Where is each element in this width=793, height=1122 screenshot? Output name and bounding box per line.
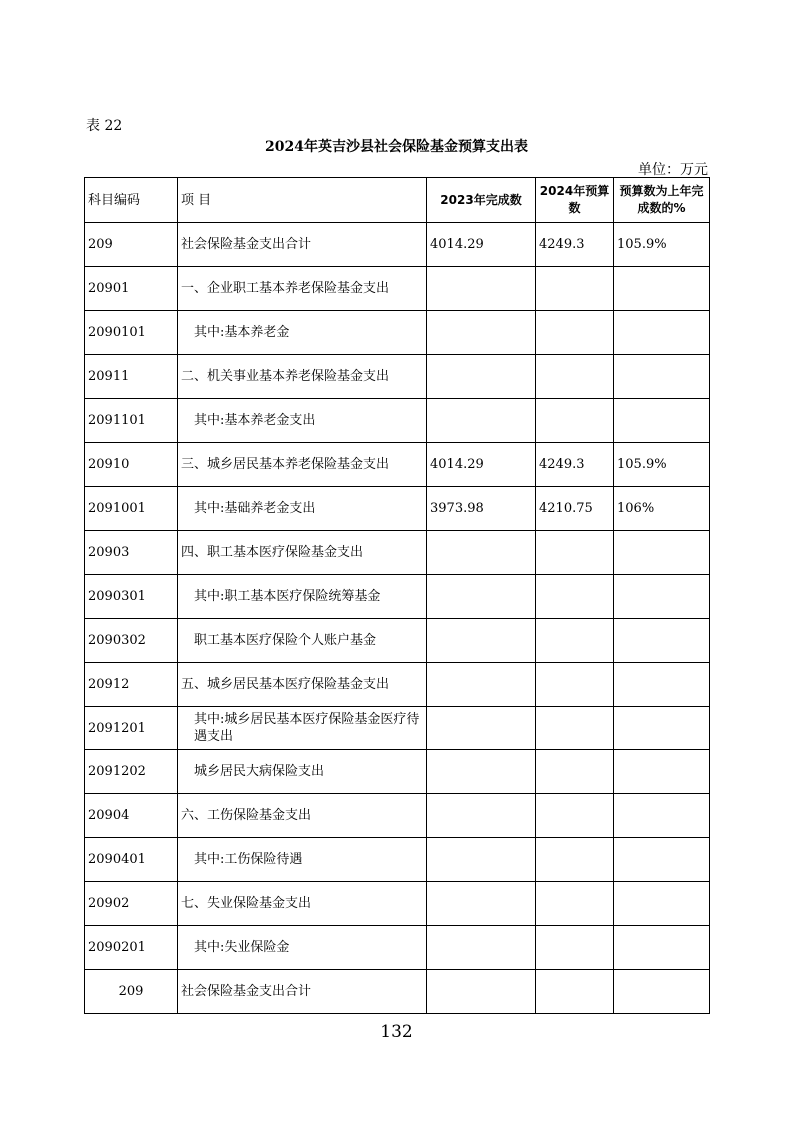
row-ratio [614,707,710,750]
row-budget-2024 [536,970,614,1014]
row-code: 20904 [85,794,178,838]
header-ratio: 预算数为上年完成数的% [614,178,710,223]
row-item: 一、企业职工基本养老保险基金支出 [178,267,427,311]
row-done-2023 [427,663,536,707]
table-row [85,970,710,1014]
row-budget-2024 [536,838,614,882]
page-number: 132 [380,1022,413,1042]
row-budget-2024 [536,663,614,707]
row-budget-2024 [536,575,614,619]
row-code: 2091201 [85,707,178,750]
row-ratio [614,882,710,926]
table-row [85,399,710,443]
row-item: 其中:失业保险金 [178,926,427,970]
header-budget-2024: 2024年预算数 [536,178,614,223]
row-item: 其中:基本养老金 [178,311,427,355]
row-budget-2024 [536,619,614,663]
row-done-2023 [427,794,536,838]
row-budget-2024: 4210.75 [536,487,614,531]
table-row [85,311,710,355]
table-number: 表 22 [86,118,123,134]
row-item: 七、失业保险基金支出 [178,882,427,926]
row-code: 20901 [85,267,178,311]
table-row [85,531,710,575]
row-budget-2024 [536,750,614,794]
row-item: 其中:工伤保险待遇 [178,838,427,882]
row-item: 其中:职工基本医疗保险统筹基金 [178,575,427,619]
row-done-2023 [427,311,536,355]
table-row [85,575,710,619]
table-row [85,223,710,267]
row-done-2023: 3973.98 [427,487,536,531]
row-ratio [614,575,710,619]
table-row [85,355,710,399]
row-done-2023 [427,707,536,750]
row-budget-2024 [536,926,614,970]
row-item: 其中:基本养老金支出 [178,399,427,443]
row-budget-2024 [536,531,614,575]
row-budget-2024 [536,311,614,355]
table-row [85,838,710,882]
row-code: 2091202 [85,750,178,794]
row-budget-2024 [536,882,614,926]
row-budget-2024: 4249.3 [536,443,614,487]
row-done-2023 [427,531,536,575]
row-done-2023 [427,926,536,970]
row-ratio [614,970,710,1014]
table-row [85,487,710,531]
row-code: 20910 [85,443,178,487]
row-ratio [614,663,710,707]
row-code: 209 [85,970,178,1014]
row-ratio [614,267,710,311]
row-budget-2024 [536,707,614,750]
row-budget-2024 [536,267,614,311]
row-item: 三、城乡居民基本养老保险基金支出 [178,443,427,487]
table-row [85,663,710,707]
row-done-2023 [427,575,536,619]
budget-table [84,177,710,1014]
row-item: 五、城乡居民基本医疗保险基金支出 [178,663,427,707]
row-item: 社会保险基金支出合计 [178,223,427,267]
row-item: 其中:城乡居民基本医疗保险基金医疗待遇支出 [178,707,427,750]
row-item: 社会保险基金支出合计 [178,970,427,1014]
page-title: 2024年英吉沙县社会保险基金预算支出表 [265,139,528,155]
table-row [85,443,710,487]
row-budget-2024 [536,794,614,838]
row-budget-2024 [536,399,614,443]
row-code: 2091101 [85,399,178,443]
row-ratio [614,531,710,575]
row-code: 20911 [85,355,178,399]
header-code: 科目编码 [85,178,178,223]
row-done-2023 [427,970,536,1014]
row-code: 20903 [85,531,178,575]
row-ratio [614,355,710,399]
row-code: 2090201 [85,926,178,970]
row-ratio [614,838,710,882]
row-item: 四、职工基本医疗保险基金支出 [178,531,427,575]
row-code: 2090301 [85,575,178,619]
row-code: 20902 [85,882,178,926]
row-ratio [614,619,710,663]
row-code: 2090401 [85,838,178,882]
row-code: 209 [85,223,178,267]
row-done-2023 [427,267,536,311]
row-ratio: 105.9% [614,223,710,267]
row-ratio: 105.9% [614,443,710,487]
row-ratio [614,399,710,443]
row-budget-2024: 4249.3 [536,223,614,267]
table-row [85,794,710,838]
row-ratio [614,926,710,970]
header-item: 项 目 [178,178,427,223]
row-item: 六、工伤保险基金支出 [178,794,427,838]
row-item: 其中:基础养老金支出 [178,487,427,531]
row-ratio [614,750,710,794]
row-ratio: 106% [614,487,710,531]
row-code: 2090302 [85,619,178,663]
row-done-2023 [427,399,536,443]
table-row [85,707,710,750]
table-row [85,267,710,311]
table-row [85,882,710,926]
table-row [85,926,710,970]
table-header-row [85,178,710,223]
row-code: 20912 [85,663,178,707]
row-budget-2024 [536,355,614,399]
row-done-2023 [427,838,536,882]
row-done-2023 [427,355,536,399]
table-row [85,750,710,794]
row-ratio [614,311,710,355]
row-done-2023: 4014.29 [427,443,536,487]
row-ratio [614,794,710,838]
row-done-2023 [427,619,536,663]
row-done-2023 [427,882,536,926]
row-done-2023 [427,750,536,794]
table-row [85,619,710,663]
row-item: 职工基本医疗保险个人账户基金 [178,619,427,663]
row-item: 城乡居民大病保险支出 [178,750,427,794]
row-done-2023: 4014.29 [427,223,536,267]
row-code: 2091001 [85,487,178,531]
header-done-2023: 2023年完成数 [427,178,536,223]
row-code: 2090101 [85,311,178,355]
row-item: 二、机关事业基本养老保险基金支出 [178,355,427,399]
unit-label: 单位：万元 [638,162,708,178]
